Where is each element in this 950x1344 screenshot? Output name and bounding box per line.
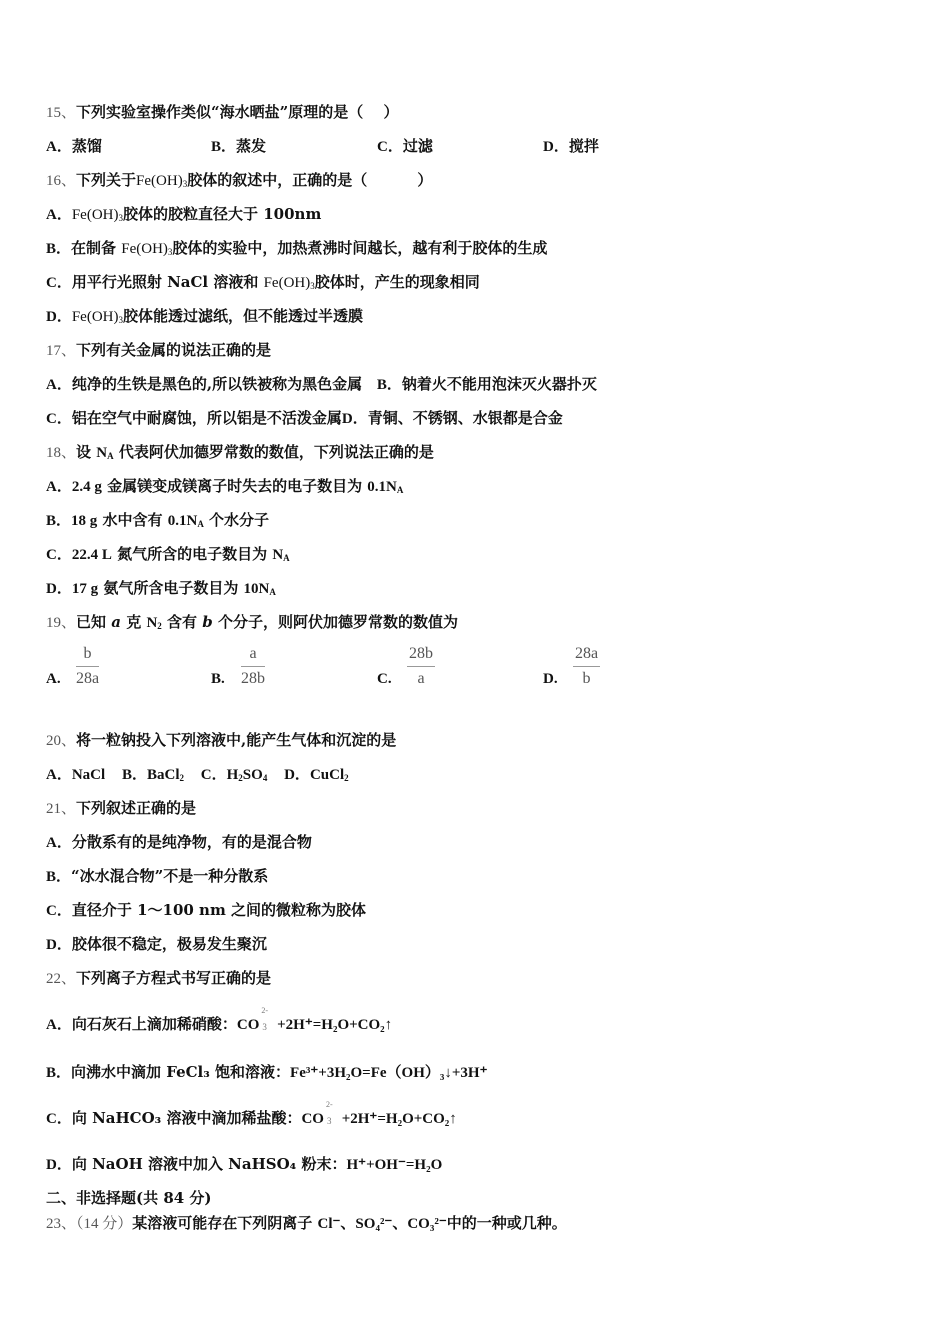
question-16-option-a: A．$Fe(OH)_3$胶体的胶粒直径大于 100nm — [46, 205, 322, 223]
question-number: 21、 — [46, 801, 77, 817]
question-15-stem — [46, 102, 399, 123]
question-18-option-c: C．22.4 L 氮气所含的电子数目为 $N_A$ — [46, 545, 290, 563]
option-d-label: D. — [543, 671, 558, 687]
question-21-stem: 21、下列叙述正确的是 — [46, 799, 197, 817]
option-c: C．过滤 — [377, 137, 433, 155]
option-b-fraction: a 28b — [241, 645, 265, 687]
option-d-fraction: 28a b — [575, 645, 599, 687]
question-19-stem: 19、已知 a 克 $N_2$ 含有 b 个分子，则阿伏加德罗常数的数值为 — [46, 613, 458, 631]
question-21-option-d: D．胶体很不稳定，极易发生聚沉 — [46, 935, 267, 953]
question-20-options — [46, 764, 349, 788]
question-19-options — [46, 644, 906, 700]
question-number: 17、 — [46, 343, 77, 359]
option-a: A．NaCl — [46, 767, 106, 783]
option-d: D．搅拌 — [543, 137, 599, 155]
option-c-label: C. — [377, 671, 392, 687]
option-a: A．蒸馏 — [46, 137, 102, 155]
question-22-stem: 22、下列离子方程式书写正确的是 — [46, 969, 272, 987]
question-21-option-b: B．“冰水混合物”不是一种分散系 — [46, 867, 269, 885]
option-d: D．CuCl$_2$ — [284, 767, 349, 783]
question-number: 22、 — [46, 971, 77, 987]
option-b-label: B. — [211, 671, 225, 687]
question-number: 19、 — [46, 615, 77, 631]
question-18-stem: 18、设 $N_A$ 代表阿伏加德罗常数的数值，下列说法正确的是 — [46, 443, 434, 461]
option-c: C．铝在空气中耐腐蚀，所以铝是不活泼金属 — [46, 409, 342, 427]
question-22-option-a: A．向石灰石上滴加稀硝酸：CO 2- 3 +2H⁺=H₂O+CO₂↑ — [46, 1006, 393, 1033]
question-18-option-d: D．17 g 氨气所含电子数目为 $10N_A$ — [46, 579, 276, 597]
option-c-fraction: 28b a — [409, 645, 433, 687]
option-a-fraction: b 28a — [76, 645, 100, 687]
option-b: B．蒸发 — [211, 137, 267, 155]
question-number: 16、 — [46, 173, 77, 189]
option-a-label: A. — [46, 671, 61, 687]
question-17-options-ab — [46, 374, 597, 395]
question-16-option-d: D．$Fe(OH)_3$胶体能透过滤纸，但不能透过半透膜 — [46, 307, 364, 325]
question-number: 15、 — [46, 105, 77, 121]
option-c: C．$H_2SO_4$ — [200, 767, 268, 783]
option-b: B．BaCl$_2$ — [121, 767, 184, 783]
question-16-option-c: C．用平行光照射 NaCl 溶液和 $Fe(OH)_3$胶体时，产生的现象相同 — [46, 273, 480, 291]
question-20-stem: 20、将一粒钠投入下列溶液中,能产生气体和沉淀的是 — [46, 731, 397, 749]
option-a: A．纯净的生铁是黑色的,所以铁被称为黑色金属 — [46, 375, 363, 393]
question-22-option-b: B．向沸水中滴加 FeCl₃ 饱和溶液：Fe³⁺+3H₂O=Fe（OH）₃↓+3H⁺ — [46, 1063, 488, 1081]
question-number: 18、 — [46, 445, 77, 461]
question-16-option-b: B．在制备 $Fe(OH)_3$胶体的实验中，加热煮沸时间越长，越有利于胶体的生成 — [46, 239, 548, 257]
question-23-stem: 23、（14 分）某溶液可能存在下列阴离子 Cl⁻、SO₄²⁻、CO₃²⁻中的一种或几种。 — [46, 1214, 567, 1232]
question-22-option-d: D．向 NaOH 溶液中加入 NaHSO₄ 粉末：H⁺+OH⁻=H₂O — [46, 1155, 443, 1173]
question-16-stem: 16、下列关于$Fe(OH)_3$胶体的叙述中，正确的是（ ） — [46, 171, 433, 189]
question-18-option-a: A．2.4 g 金属镁变成镁离子时失去的电子数目为 $0.1N_A$ — [46, 477, 404, 495]
question-18-option-b: B．18 g 水中含有 $0.1N_A$ 个水分子 — [46, 511, 270, 529]
option-d: D．青铜、不锈钢、水银都是合金 — [341, 409, 563, 427]
question-score: （14 分） — [76, 1216, 133, 1232]
question-number: 23、 — [46, 1216, 77, 1232]
question-text: 下列实验室操作类似“海水晒盐”原理的是（ ） — [76, 103, 399, 121]
question-number: 20、 — [46, 733, 77, 749]
question-17-stem: 17、下列有关金属的说法正确的是 — [46, 341, 272, 359]
option-b: B．钠着火不能用泡沫灭火器扑灭 — [376, 375, 597, 393]
section-2-title: 二、非选择题(共 84 分) — [46, 1189, 212, 1207]
question-21-option-c: C．直径介于 1～100 nm 之间的微粒称为胶体 — [46, 901, 367, 919]
question-17-options-cd — [46, 408, 563, 429]
question-21-option-a: A．分散系有的是纯净物，有的是混合物 — [46, 833, 312, 851]
question-22-option-c: C．向 NaHCO₃ 溶液中滴加稀盐酸：CO 2- 3 +2H⁺=H₂O+CO₂↑ — [46, 1100, 457, 1127]
